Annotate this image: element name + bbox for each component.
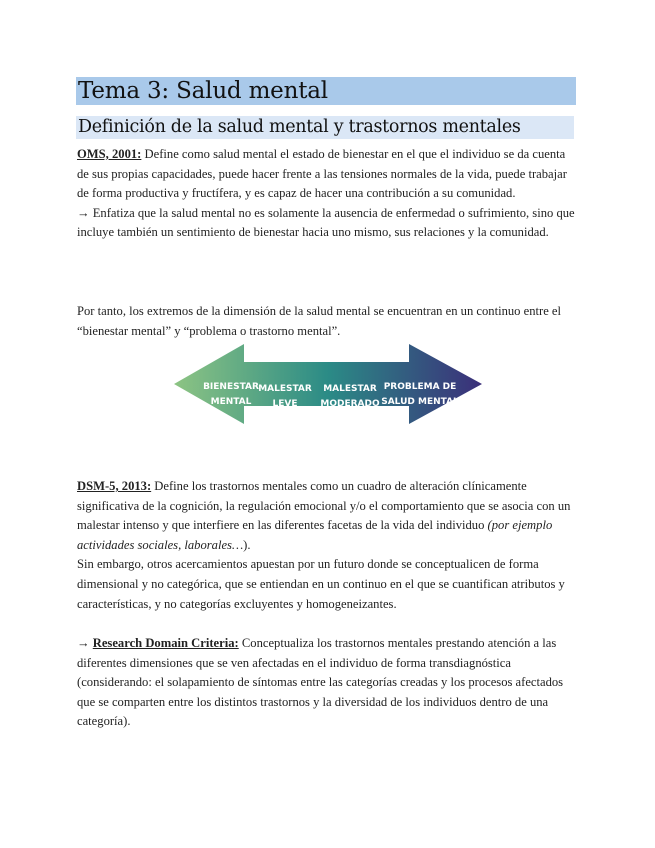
label-moderado-l1: MALESTAR bbox=[323, 384, 377, 394]
dsm-end: ). bbox=[243, 537, 251, 552]
label-leve-l2: LEVE bbox=[272, 399, 298, 409]
rdoc-definition: Conceptualiza los trastornos mentales prestando atención a las diferentes dimensiones que se ven afectadas en el individuo de forma transdiagnóstica (considerando: el solapamiento de síntomas entre las categorías creadas y los procesos afectados que se comparten entre los distintos trastornos y la diversidad de los individuos dentro de una categoría). bbox=[77, 636, 564, 729]
rdoc-paragraph bbox=[77, 634, 577, 732]
continuum-text: Por tanto, los extremos de la dimensión de la salud mental se encuentran en un continuo entre el “bienestar mental” y “problema o trastorno mental”. bbox=[77, 304, 562, 338]
oms-paragraph bbox=[77, 145, 577, 243]
dsm-example: (por ejemplo actividades sociales, laborales… bbox=[77, 518, 553, 552]
label-bienestar-l1: BIENESTAR bbox=[203, 382, 259, 392]
label-moderado-l2: MODERADO bbox=[320, 399, 380, 409]
label-leve-l1: MALESTAR bbox=[258, 384, 312, 394]
subtitle-banner bbox=[76, 116, 574, 139]
rdoc-reference: Research Domain Criteria: bbox=[92, 636, 239, 650]
label-problema-l1: PROBLEMA DE bbox=[383, 382, 457, 392]
section-heading: Definición de la salud mental y trastornos mentales bbox=[78, 117, 521, 137]
continuum-paragraph bbox=[77, 302, 577, 341]
dsm-definition: Define los trastornos mentales como un cuadro de alteración clínicamente significativa de la cognición, la regulación emocional y/o el comportamiento que se asocia con un malestar intenso y que interfiere en las diferentes facetas de la vida del individuo bbox=[77, 479, 571, 533]
dsm-dimensional: Sin embargo, otros acercamientos apuestan por un futuro donde se conceptualicen de forma dimensional y no categórica, que se entiendan en un continuo en el que se cuantifican atributos y características, y no categorías excluyentes y homogeneizantes. bbox=[77, 557, 565, 611]
rdoc-arrow: → bbox=[77, 636, 93, 650]
oms-reference: OMS, 2001: bbox=[77, 147, 142, 161]
label-bienestar-l2: MENTAL bbox=[210, 397, 252, 407]
title-banner bbox=[76, 77, 576, 105]
mental-health-continuum-arrow bbox=[174, 344, 484, 424]
dsm-reference: DSM-5, 2013: bbox=[77, 479, 152, 493]
label-problema-l2: SALUD MENTAL bbox=[381, 397, 459, 407]
dsm-paragraph bbox=[77, 477, 577, 614]
oms-emphasis: → Enfatiza que la salud mental no es solamente la ausencia de enfermedad o sufrimiento, sino que incluye también un sentimiento de bienestar hacia uno mismo, sus relaciones y la comunidad. bbox=[77, 205, 575, 240]
page-title: Tema 3: Salud mental bbox=[78, 78, 328, 104]
oms-definition: Define como salud mental el estado de bienestar en el que el individuo se da cuenta de sus propias capacidades, puede hacer frente a las tensiones normales de la vida, puede trabajar de forma productiva y fructífera, y es capaz de hacer una contribución a su comunidad. bbox=[77, 147, 567, 201]
